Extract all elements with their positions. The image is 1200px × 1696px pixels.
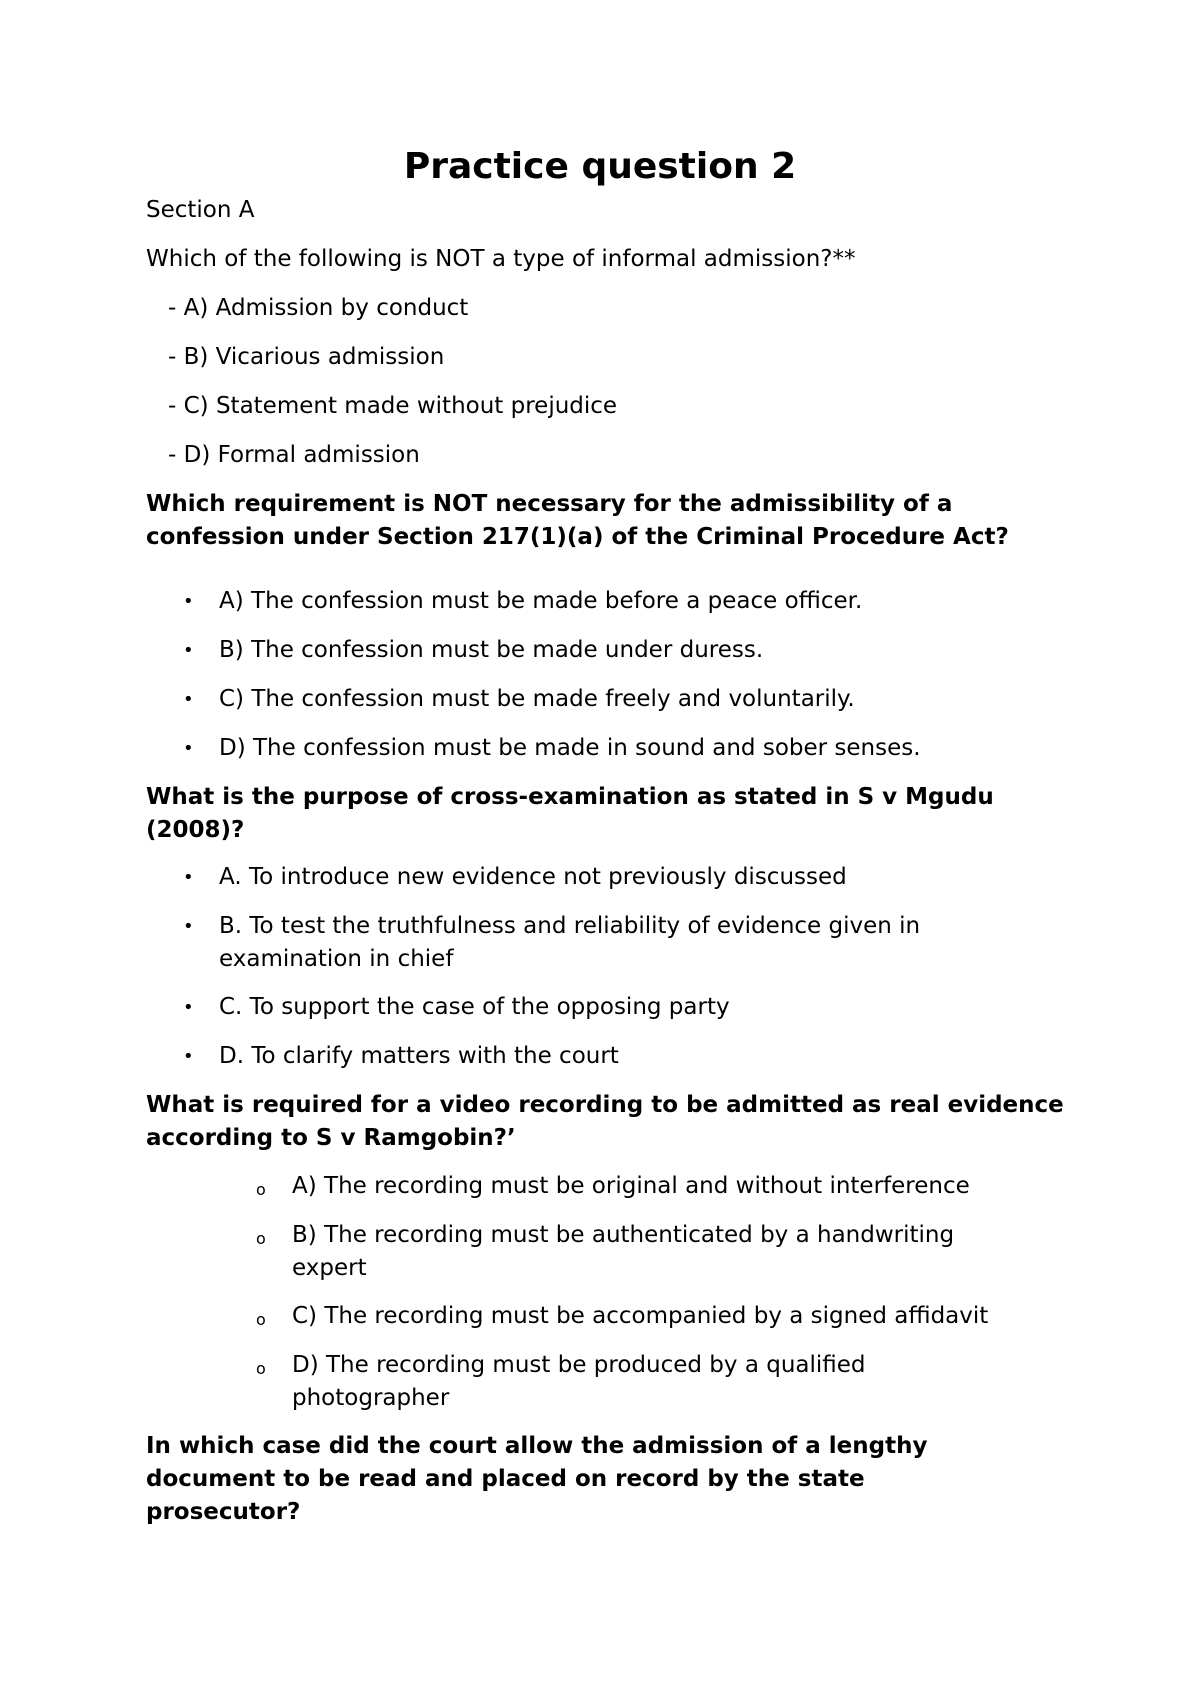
option-label: D) The recording must be produced by a qualified photographer xyxy=(292,1352,866,1411)
question-4-option-d xyxy=(146,1349,1086,1415)
question-3-text: What is the purpose of cross-examination as stated in S v Mgudu (2008)? xyxy=(146,784,994,843)
option-label: A. To introduce new evidence not previously discussed xyxy=(219,864,847,890)
bullet-icon: • xyxy=(183,1046,194,1067)
question-1-option-a: - A) Admission by conduct xyxy=(168,295,469,321)
circle-bullet-icon: o xyxy=(256,1229,266,1248)
circle-bullet-icon: o xyxy=(256,1180,266,1199)
bullet-icon: • xyxy=(183,867,194,888)
question-3-option-a xyxy=(146,861,1086,894)
bullet-icon: • xyxy=(183,591,194,612)
question-2-option-c xyxy=(146,683,1086,716)
option-label: A) The recording must be original and without interference xyxy=(292,1173,970,1199)
circle-bullet-icon: o xyxy=(256,1359,266,1378)
question-1-option-d: - D) Formal admission xyxy=(168,442,420,468)
option-label: B) The confession must be made under duress. xyxy=(219,637,764,663)
option-label: B) The recording must be authenticated by a handwriting expert xyxy=(292,1222,955,1281)
page-title: Practice question 2 xyxy=(403,146,797,187)
question-1-text: Which of the following is NOT a type of informal admission?** xyxy=(146,246,856,272)
question-4-option-a xyxy=(146,1170,1086,1203)
question-1-option-b: - B) Vicarious admission xyxy=(168,344,445,370)
question-2-option-b xyxy=(146,634,1086,667)
bullet-icon: • xyxy=(183,916,194,937)
bullet-icon: • xyxy=(183,689,194,710)
option-label: A) The confession must be made before a peace officer. xyxy=(219,588,863,614)
question-2-option-d xyxy=(146,732,1086,765)
question-4-option-c xyxy=(146,1300,1086,1333)
question-3-option-c xyxy=(146,991,1086,1024)
section-label: Section A xyxy=(146,197,255,223)
bullet-icon: • xyxy=(183,738,194,759)
question-1-option-c: - C) Statement made without prejudice xyxy=(168,393,618,419)
question-3-option-b xyxy=(146,910,1086,976)
bullet-icon: • xyxy=(183,997,194,1018)
option-label: D) The confession must be made in sound and sober senses. xyxy=(219,735,921,761)
question-5-text: In which case did the court allow the admission of a lengthy document to be read and placed on record by the state prosecutor? xyxy=(146,1433,928,1525)
question-3-option-d xyxy=(146,1040,1086,1073)
option-label: D. To clarify matters with the court xyxy=(219,1043,619,1069)
option-label: B. To test the truthfulness and reliability of evidence given in examination in chief xyxy=(219,913,921,972)
option-label: C) The confession must be made freely and voluntarily. xyxy=(219,686,855,712)
option-label: C) The recording must be accompanied by a signed affidavit xyxy=(292,1303,989,1329)
bullet-icon: • xyxy=(183,640,194,661)
question-2-text: Which requirement is NOT necessary for the admissibility of a confession under Section 217(1)(a) of the Criminal Procedure Act? xyxy=(146,491,1009,550)
question-4-option-b xyxy=(146,1219,1086,1285)
option-label: C. To support the case of the opposing party xyxy=(219,994,730,1020)
circle-bullet-icon: o xyxy=(256,1310,266,1329)
question-4-text: What is required for a video recording to be admitted as real evidence according to S v Ramgobin?’ xyxy=(146,1092,1064,1151)
question-2-option-a xyxy=(146,585,1086,618)
